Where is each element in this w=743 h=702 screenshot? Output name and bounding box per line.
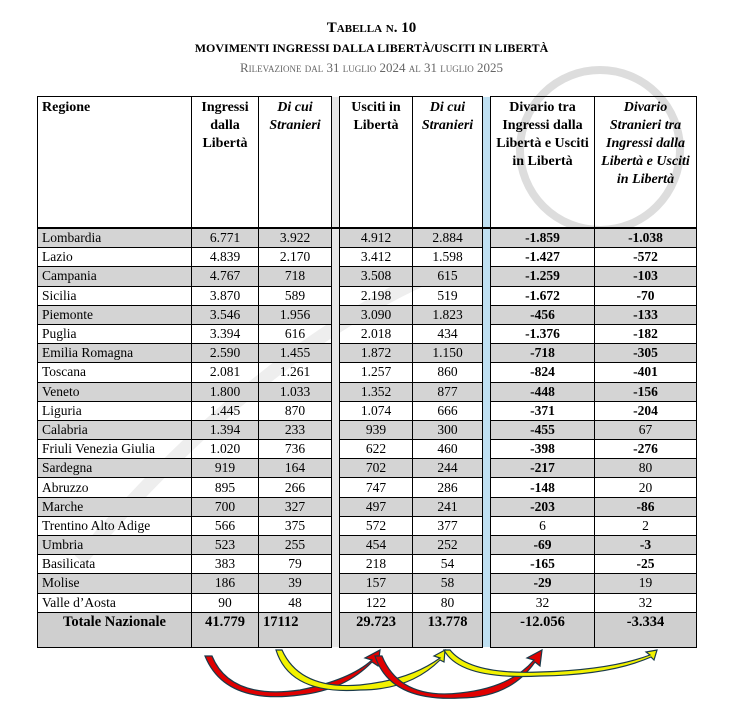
cell-stranieri-usciti: 244 (413, 459, 483, 478)
cell-ingressi: 2.081 (192, 363, 259, 382)
cell-divario-stranieri: -572 (595, 248, 697, 267)
cell-ingressi: 186 (192, 574, 259, 593)
cell-region: Trentino Alto Adige (38, 516, 192, 535)
cell-stranieri-usciti: 615 (413, 267, 483, 286)
cell-divario: -203 (491, 497, 595, 516)
cell-stranieri-usciti: 80 (413, 593, 483, 612)
header-stranieri-usciti: Di cui Stranieri (413, 97, 483, 229)
cell-stranieri-usciti: 377 (413, 516, 483, 535)
cell-divario: -29 (491, 574, 595, 593)
cell-stranieri-ingressi: 17112 (259, 612, 332, 647)
cell-stranieri-ingressi: 48 (259, 593, 332, 612)
cell-divario: -456 (491, 305, 595, 324)
cell-divario: -165 (491, 555, 595, 574)
cell-divario: -371 (491, 401, 595, 420)
cell-usciti: 702 (340, 459, 413, 478)
cell-stranieri-ingressi: 718 (259, 267, 332, 286)
cell-region: Molise (38, 574, 192, 593)
cell-usciti: 218 (340, 555, 413, 574)
cell-usciti: 1.352 (340, 382, 413, 401)
cell-region: Basilicata (38, 555, 192, 574)
cell-region: Abruzzo (38, 478, 192, 497)
cell-divario-stranieri: 67 (595, 420, 697, 439)
cell-stranieri-ingressi: 233 (259, 420, 332, 439)
cell-divario-stranieri: 2 (595, 516, 697, 535)
cell-ingressi: 3.394 (192, 324, 259, 343)
cell-usciti: 497 (340, 497, 413, 516)
cell-usciti: 4.912 (340, 228, 413, 248)
cell-ingressi: 90 (192, 593, 259, 612)
cell-ingressi: 919 (192, 459, 259, 478)
cell-region: Lazio (38, 248, 192, 267)
cell-divario-stranieri: -1.038 (595, 228, 697, 248)
cell-stranieri-usciti: 519 (413, 286, 483, 305)
cell-divario: -398 (491, 440, 595, 459)
cell-stranieri-ingressi: 164 (259, 459, 332, 478)
cell-stranieri-usciti: 860 (413, 363, 483, 382)
cell-region: Lombardia (38, 228, 192, 248)
header-divario: Divario tra Ingressi dalla Libertà e Usciti in Libertà (491, 97, 595, 229)
cell-stranieri-usciti: 1.823 (413, 305, 483, 324)
cell-divario-stranieri: 32 (595, 593, 697, 612)
cell-divario-stranieri: -3 (595, 536, 697, 555)
cell-stranieri-usciti: 13.778 (413, 612, 483, 647)
cell-region: Marche (38, 497, 192, 516)
arrow-yellow-2 (444, 650, 657, 676)
cell-divario: -1.427 (491, 248, 595, 267)
cell-divario-stranieri: 80 (595, 459, 697, 478)
cell-ingressi: 4.767 (192, 267, 259, 286)
cell-stranieri-ingressi: 39 (259, 574, 332, 593)
cell-divario: -455 (491, 420, 595, 439)
cell-ingressi: 1.800 (192, 382, 259, 401)
cell-divario: -69 (491, 536, 595, 555)
cell-usciti: 1.074 (340, 401, 413, 420)
cell-usciti: 122 (340, 593, 413, 612)
cell-usciti: 2.018 (340, 324, 413, 343)
cell-stranieri-usciti: 300 (413, 420, 483, 439)
cell-stranieri-ingressi: 589 (259, 286, 332, 305)
cell-usciti: 29.723 (340, 612, 413, 647)
cell-divario-stranieri: -86 (595, 497, 697, 516)
cell-usciti: 454 (340, 536, 413, 555)
cell-usciti: 622 (340, 440, 413, 459)
cell-ingressi: 895 (192, 478, 259, 497)
cell-stranieri-usciti: 666 (413, 401, 483, 420)
cell-stranieri-ingressi: 1.033 (259, 382, 332, 401)
cell-stranieri-ingressi: 616 (259, 324, 332, 343)
cell-stranieri-ingressi: 1.956 (259, 305, 332, 324)
cell-usciti: 157 (340, 574, 413, 593)
cell-region: Umbria (38, 536, 192, 555)
cell-ingressi: 4.839 (192, 248, 259, 267)
cell-ingressi: 1.394 (192, 420, 259, 439)
cell-stranieri-usciti: 434 (413, 324, 483, 343)
cell-stranieri-usciti: 1.598 (413, 248, 483, 267)
cell-region: Liguria (38, 401, 192, 420)
cell-divario: -448 (491, 382, 595, 401)
cell-ingressi: 700 (192, 497, 259, 516)
cell-stranieri-usciti: 286 (413, 478, 483, 497)
cell-ingressi: 41.779 (192, 612, 259, 647)
cell-stranieri-ingressi: 255 (259, 536, 332, 555)
cell-usciti: 1.872 (340, 344, 413, 363)
header-stranieri-ingressi: Di cui Stranieri (259, 97, 332, 229)
cell-ingressi: 1.020 (192, 440, 259, 459)
cell-region: Emilia Romagna (38, 344, 192, 363)
cell-stranieri-usciti: 54 (413, 555, 483, 574)
cell-divario-stranieri: -156 (595, 382, 697, 401)
cell-stranieri-usciti: 2.884 (413, 228, 483, 248)
header-divario-stranieri: Divario Stranieri tra Ingressi dalla Libertà e Usciti in Libertà (595, 97, 697, 229)
cell-divario: 32 (491, 593, 595, 612)
cell-divario: -718 (491, 344, 595, 363)
cell-divario: -217 (491, 459, 595, 478)
cell-ingressi: 523 (192, 536, 259, 555)
cell-region: Piemonte (38, 305, 192, 324)
cell-region: Campania (38, 267, 192, 286)
cell-divario-stranieri: -276 (595, 440, 697, 459)
cell-usciti: 3.508 (340, 267, 413, 286)
cell-ingressi: 6.771 (192, 228, 259, 248)
cell-stranieri-ingressi: 870 (259, 401, 332, 420)
header-ingressi: Ingressi dalla Libertà (192, 97, 259, 229)
table-subtitle: MOVIMENTI INGRESSI DALLA LIBERTÀ/USCITI IN LIBERTÀ (194, 41, 549, 55)
cell-stranieri-ingressi: 3.922 (259, 228, 332, 248)
cell-divario: -148 (491, 478, 595, 497)
cell-ingressi: 566 (192, 516, 259, 535)
cell-divario-stranieri: 19 (595, 574, 697, 593)
cell-ingressi: 383 (192, 555, 259, 574)
cell-divario-stranieri: -70 (595, 286, 697, 305)
cell-divario-stranieri: -3.334 (595, 612, 697, 647)
header-regione: Regione (38, 97, 192, 229)
cell-ingressi: 2.590 (192, 344, 259, 363)
cell-stranieri-usciti: 252 (413, 536, 483, 555)
cell-ingressi: 3.546 (192, 305, 259, 324)
cell-usciti: 939 (340, 420, 413, 439)
cell-divario-stranieri: -133 (595, 305, 697, 324)
cell-divario-stranieri: 20 (595, 478, 697, 497)
cell-stranieri-usciti: 877 (413, 382, 483, 401)
cell-divario: -824 (491, 363, 595, 382)
cell-divario: -1.259 (491, 267, 595, 286)
cell-usciti: 3.412 (340, 248, 413, 267)
cell-usciti: 747 (340, 478, 413, 497)
cell-usciti: 1.257 (340, 363, 413, 382)
cell-usciti: 3.090 (340, 305, 413, 324)
cell-divario: -12.056 (491, 612, 595, 647)
cell-stranieri-usciti: 1.150 (413, 344, 483, 363)
cell-stranieri-ingressi: 2.170 (259, 248, 332, 267)
table-period: Rilevazione dal 31 luglio 2024 al 31 luglio 2025 (240, 60, 503, 75)
cell-divario: -1.376 (491, 324, 595, 343)
cell-divario-stranieri: -182 (595, 324, 697, 343)
cell-region: Calabria (38, 420, 192, 439)
cell-region: Toscana (38, 363, 192, 382)
cell-stranieri-ingressi: 79 (259, 555, 332, 574)
cell-region: Puglia (38, 324, 192, 343)
cell-divario-stranieri: -103 (595, 267, 697, 286)
cell-stranieri-ingressi: 1.455 (259, 344, 332, 363)
cell-divario: -1.859 (491, 228, 595, 248)
cell-stranieri-ingressi: 375 (259, 516, 332, 535)
cell-ingressi: 1.445 (192, 401, 259, 420)
cell-usciti: 2.198 (340, 286, 413, 305)
cell-stranieri-ingressi: 327 (259, 497, 332, 516)
cell-divario-stranieri: -204 (595, 401, 697, 420)
cell-region: Valle d’Aosta (38, 593, 192, 612)
cell-stranieri-usciti: 460 (413, 440, 483, 459)
cell-divario-stranieri: -305 (595, 344, 697, 363)
cell-region: Sicilia (38, 286, 192, 305)
header-usciti: Usciti in Libertà (340, 97, 413, 229)
cell-usciti: 572 (340, 516, 413, 535)
table-title: Tabella n. 10 (326, 20, 417, 36)
cell-divario: -1.672 (491, 286, 595, 305)
cell-region: Sardegna (38, 459, 192, 478)
cell-ingressi: 3.870 (192, 286, 259, 305)
cell-stranieri-usciti: 58 (413, 574, 483, 593)
cell-divario-stranieri: -25 (595, 555, 697, 574)
cell-region: Veneto (38, 382, 192, 401)
cell-region: Totale Nazionale (38, 612, 192, 647)
cell-stranieri-ingressi: 1.261 (259, 363, 332, 382)
cell-divario-stranieri: -401 (595, 363, 697, 382)
cell-stranieri-usciti: 241 (413, 497, 483, 516)
cell-region: Friuli Venezia Giulia (38, 440, 192, 459)
cell-stranieri-ingressi: 736 (259, 440, 332, 459)
cell-stranieri-ingressi: 266 (259, 478, 332, 497)
cell-divario: 6 (491, 516, 595, 535)
